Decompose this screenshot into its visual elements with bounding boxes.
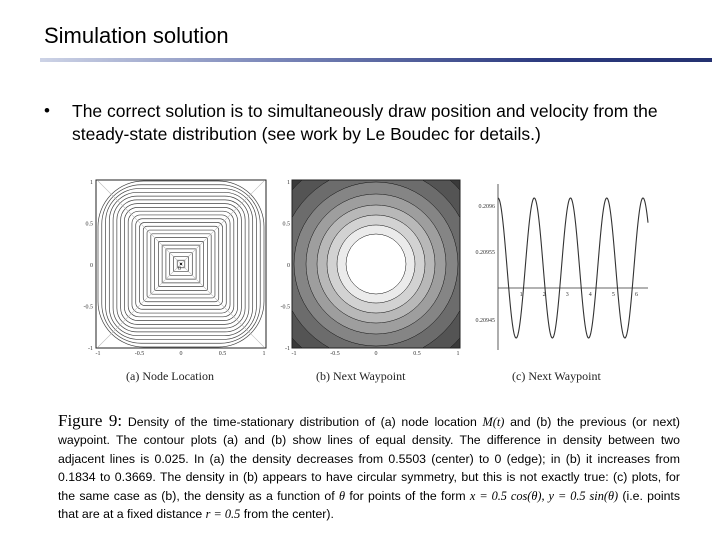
- panel-a-node-location: [84, 178, 270, 358]
- x-tick-label: 5: [611, 292, 615, 298]
- x-tick-label: 0: [179, 351, 183, 357]
- x-tick-label: -0.5: [134, 351, 145, 357]
- y-tick-label: 0.5: [282, 221, 290, 228]
- x-tick-label: -0.5: [330, 351, 340, 357]
- y-tick-label: -1: [285, 346, 290, 352]
- y-tick-label: 0: [287, 263, 290, 269]
- contour-band: [346, 234, 406, 294]
- x-tick-label: 1: [519, 292, 523, 298]
- y-tick-label: 1: [90, 180, 93, 186]
- panel-c-density-curve: [462, 182, 652, 352]
- y-tick-label: -0.5: [280, 304, 290, 311]
- x-tick-label: 6: [634, 292, 638, 298]
- next-waypoint-contour-plot: [280, 178, 464, 358]
- y-tick-label: -1: [88, 346, 93, 352]
- title-divider: [40, 58, 712, 62]
- center-label: 0: [178, 266, 181, 272]
- y-tick-label: 0: [90, 263, 93, 269]
- figure-caption: Figure 9: Density of the time-stationary distribution of (a) node location M(t) and (b) the previous (or next) waypoint. The contour plots (a) and (b) show lines of equal density. The difference in density between two adjacent lines is 0.025. In (a) the density decreases from 0.5503 (center) to 0 (edge); in (b) it increases from 0.1834 to 0.3669. The density in (b) appears to have circular symmetry, but this is not exactly true: (c) plots, for the same case as (b), the density as a function of θ for points of the form x = 0.5 cos(θ), y = 0.5 sin(θ) (i.e. points that are at a fixed distance r = 0.5 from the center).: [58, 411, 681, 522]
- panel-a-caption: (a) Node Location: [126, 369, 214, 383]
- y-tick-label: 1: [287, 180, 290, 186]
- density-theta-plot: [462, 182, 652, 352]
- panel-c-caption: (c) Next Waypoint: [512, 369, 601, 383]
- density-curve: [498, 198, 648, 338]
- y-tick-label: 0.5: [85, 221, 93, 228]
- center-point: [180, 263, 182, 265]
- y-tick-label: 0.20945: [475, 318, 495, 324]
- x-tick-label: 0: [374, 351, 378, 357]
- bullet-text: The correct solution is to simultaneously draw position and velocity from the steady-state distribution (see work by Le Boudec for details.): [72, 101, 658, 144]
- x-tick-label: -1: [95, 351, 101, 357]
- slide-title: Simulation solution: [44, 23, 229, 48]
- x-tick-label: 3: [565, 292, 569, 298]
- y-tick-label: 0.2096: [478, 204, 495, 210]
- y-tick-label: -0.5: [83, 304, 93, 311]
- x-tick-label: 0.5: [413, 351, 421, 357]
- y-tick-label: 0.20955: [475, 250, 495, 256]
- figure-label: Figure 9:: [58, 411, 123, 430]
- x-tick-label: 0.5: [218, 351, 227, 357]
- x-tick-label: 1: [456, 351, 460, 357]
- x-tick-label: 4: [588, 292, 592, 298]
- panel-b-next-waypoint: [280, 178, 464, 358]
- bullet-marker: •: [44, 101, 50, 120]
- node-location-contour-plot: [84, 178, 270, 358]
- x-tick-label: 2: [542, 292, 546, 298]
- x-tick-label: 1: [262, 351, 266, 357]
- panel-b-caption: (b) Next Waypoint: [316, 369, 406, 383]
- bullet-item: [44, 100, 704, 146]
- x-tick-label: -1: [291, 351, 297, 357]
